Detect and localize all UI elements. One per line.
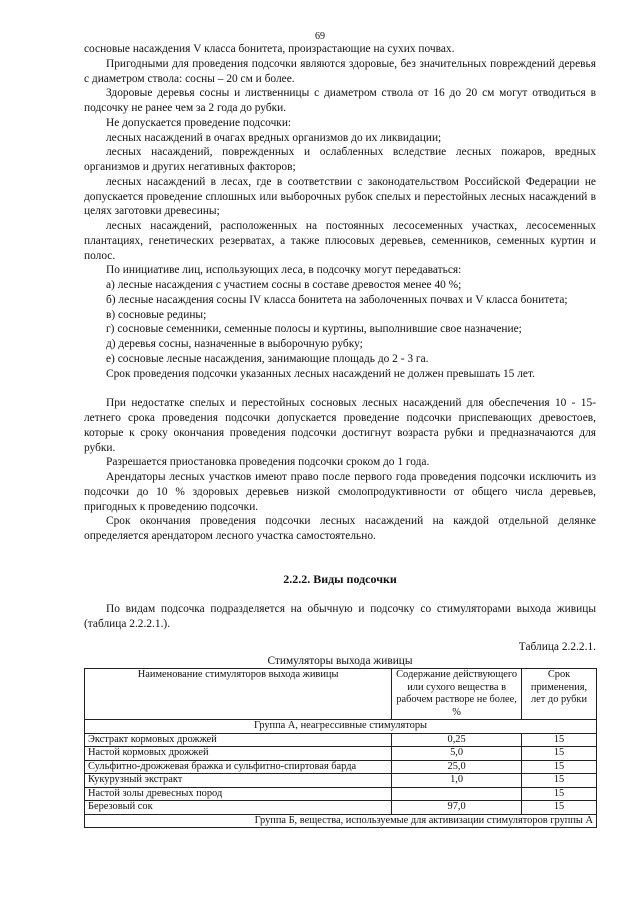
table-caption: Стимуляторы выхода живицы — [267, 655, 413, 667]
cell-name: Кукурузный экстракт — [85, 774, 392, 788]
cell-name: Настой кормовых дрожжей — [85, 747, 392, 761]
group-b-label: Группа Б, вещества, используемые для активизации стимуляторов группы А — [85, 814, 597, 828]
section-heading: 2.2.2. Виды подсочки — [283, 572, 397, 586]
cell-name: Настой золы древесных пород — [85, 787, 392, 801]
stimulators-table — [84, 668, 597, 828]
cell-term: 15 — [522, 747, 597, 761]
paragraph: сосновые насаждения V класса бонитета, произрастающие на сухих почвах. — [84, 43, 455, 55]
section-lead-paragraph: По видам подсочка подразделяется на обычную и подсочку со стимуляторами выхода живицы (таблица 2.2.2.1.). — [84, 603, 596, 630]
table-row — [85, 747, 597, 761]
cell-content — [392, 787, 522, 801]
paragraph: в) сосновые редины; — [106, 308, 207, 321]
cell-name: Березовый сок — [85, 801, 392, 815]
paragraph: лесных насаждений, расположенных на постоянных лесосеменных участках, лесосеменных плантациях, генетических резерватах, а также плюсовых деревьев, семенников, семенных куртин и полос. — [84, 220, 596, 262]
table-row — [85, 733, 597, 747]
cell-term: 15 — [522, 774, 597, 788]
paragraph: Не допускается проведение подсочки: — [106, 116, 292, 129]
group-a-row — [85, 720, 597, 734]
paragraph: д) деревья сосны, назначенные в выборочную рубку; — [106, 338, 363, 350]
header-name: Наименование стимуляторов выхода живицы — [85, 669, 392, 720]
section-lead — [84, 602, 596, 632]
cell-term: 15 — [522, 801, 597, 815]
paragraph: По инициативе лиц, использующих леса, в подсочку могут передаваться: — [106, 264, 462, 277]
paragraph: Разрешается приостановка проведения подсочки сроком до 1 года. — [106, 456, 430, 469]
table-row — [85, 801, 597, 815]
paragraph: Здоровые деревья сосны и лиственницы с диаметром ствола от 16 до 20 см могут отводиться в подсочку не ранее чем за 2 года до рубки. — [84, 87, 596, 114]
table-row — [85, 760, 597, 774]
paragraph: лесных насаждений в очагах вредных организмов до их ликвидации; — [106, 131, 442, 144]
paragraph: Срок окончания проведения подсочки лесных насаждений на каждой отдельной делянке определяется арендатором лесного участка самостоятельно. — [84, 515, 596, 542]
cell-term: 15 — [522, 787, 597, 801]
cell-name: Экстракт кормовых дрожжей — [85, 733, 392, 747]
cell-content: 0,25 — [392, 733, 522, 747]
page-number: 69 — [315, 31, 325, 42]
body-text — [84, 42, 596, 544]
table-label: Таблица 2.2.2.1. — [518, 641, 596, 653]
cell-term: 15 — [522, 733, 597, 747]
header-term: Срок применения, лет до рубки — [522, 669, 597, 720]
table-row — [85, 787, 597, 801]
cell-content: 25,0 — [392, 760, 522, 774]
cell-name: Сульфитно-дрожжевая бражка и сульфитно-спиртовая барда — [85, 760, 392, 774]
group-a-label: Группа А, неагрессивные стимуляторы — [85, 720, 597, 734]
paragraph: г) сосновые семенники, семенные полосы и куртины, выполнившие свое назначение; — [106, 323, 522, 336]
table-row — [85, 774, 597, 788]
cell-term: 15 — [522, 760, 597, 774]
paragraph: б) лесные насаждения сосны IV класса бонитета на заболоченных почвах и V класса бонитета; — [106, 293, 568, 306]
table-body — [85, 720, 597, 828]
paragraph: Арендаторы лесных участков имеют право после первого года проведения подсочки исключить из подсочки до 10 % здоровых деревьев низкой смолопродуктивности от общего числа деревьев, пригодных к проведению подсочки. — [84, 471, 596, 513]
paragraph: При недостатке спелых и перестойных сосновых лесных насаждений для обеспечения 10 - 15-летнего срока проведения подсочки допускается проведение подсочки приспевающих древостоев, которые к сроку окончания проведения подсочки достигнут возраста рубки и предназначаются для рубки. — [84, 397, 596, 454]
table-header-row — [85, 669, 597, 720]
cell-content: 5,0 — [392, 747, 522, 761]
paragraph: Срок проведения подсочки указанных лесных насаждений не должен превышать 15 лет. — [106, 367, 535, 380]
paragraph: лесных насаждений, поврежденных и ослабленных вследствие лесных пожаров, вредных организмов и других негативных факторов; — [84, 146, 596, 173]
paragraph: е) сосновые лесные насаждения, занимающие площадь до 2 - 3 га. — [106, 352, 429, 365]
cell-content: 97,0 — [392, 801, 522, 815]
paragraph: а) лесные насаждения с участием сосны в составе древостоя менее 40 %; — [106, 279, 462, 291]
paragraph: лесных насаждений в лесах, где в соответствии с законодательством Российской Федерации не допускается проведение сплошных или выборочных рубок спелых и перестойных лесных насаждений в целях заготовки древесины; — [84, 175, 596, 218]
paragraph-gap — [84, 381, 596, 396]
paragraph: Пригодными для проведения подсочки являются здоровые, без значительных повреждений деревья с диаметром ствола: сосны – 20 см и более. — [84, 57, 596, 85]
cell-content: 1,0 — [392, 774, 522, 788]
header-content: Содержание действующего или сухого вещества в рабочем растворе не более, % — [392, 669, 522, 720]
group-b-row — [85, 814, 597, 828]
